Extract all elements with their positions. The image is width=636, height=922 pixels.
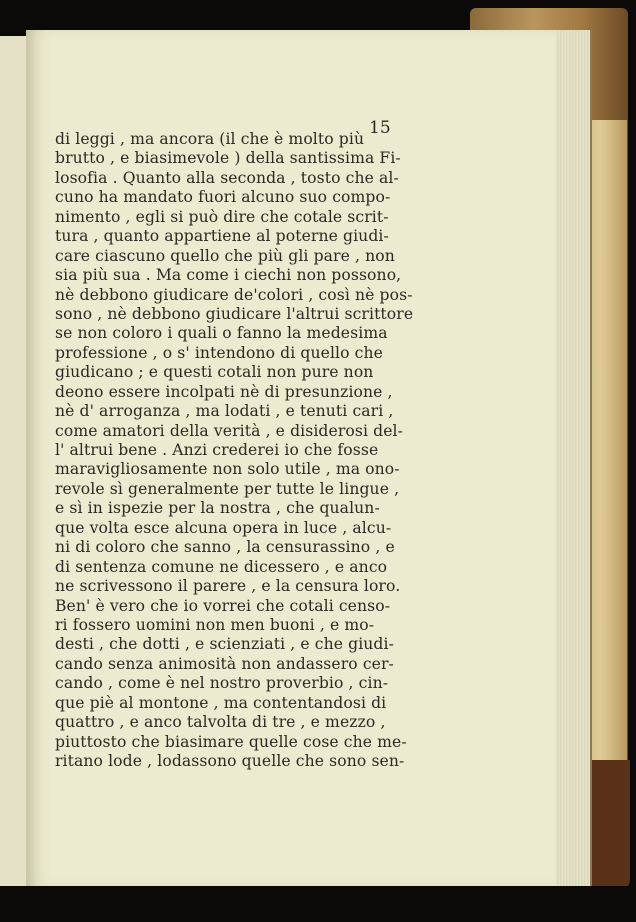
text-line: l' altrui bene . Anzi crederei io che fosse [55,441,379,459]
text-line: nè debbono giudicare de'colori , così nè pos- [55,285,413,304]
text-line: professione , o s' intendono di quello che [55,343,383,362]
text-line: losofia . Quanto alla seconda , tosto che al- [55,168,399,187]
background-bottom [0,886,636,922]
text-line: nimento , egli si può dire che cotale scrit- [55,207,389,226]
text-line: giudicano ; e questi cotali non pure non [55,363,374,382]
text-line: quattro , e anco talvolta di tre , e mezzo , [55,713,386,732]
text-line: cando senza animosità non andassero cer- [55,654,394,673]
text-line: se non coloro i quali o fanno la medesima [55,324,388,343]
text-line: brutto , e biasimevole ) della santissima Fi- [55,149,401,168]
text-line: Ben' è vero che io vorrei che cotali censo- [55,596,391,615]
text-line: ne scrivessono il parere , e la censura loro. [55,577,401,596]
text-line: care ciascuno quello che più gli pare , non [55,246,395,265]
text-line: come amatori della verità , e disiderosi del- [55,421,403,440]
text-line: ri fossero uomini non men buoni , e mo- [55,615,375,634]
text-line: nè d' arroganza , ma lodati , e tenuti cari , [55,402,394,421]
text-line: di sentenza comune ne dicessero , e anco [55,557,388,576]
text-line: sono , nè debbono giudicare l'altrui scrittore [55,304,414,323]
text-line: ni di coloro che sanno , la censurassino , e [55,538,395,557]
text-line: tura , quanto appartiene al poterne giudi- [55,227,389,246]
text-line: desti , che dotti , e scienziati , e che giudi- [55,635,394,654]
text-line: que volta esce alcuna opera in luce , alcu- [55,518,392,537]
text-line: que piè al montone , ma contentandosi di [55,693,387,712]
text-line: di leggi , ma ancora (il che è molto più [55,130,365,148]
page-body-text [55,130,414,771]
facing-page-edge [0,36,28,888]
text-line: e sì in ispezie per la nostra , che qualun- [55,499,380,518]
text-line: cuno ha mandato fuori alcuno suo compo- [55,188,391,207]
text-line: ritano lode , lodassono quelle che sono sen- [55,752,405,770]
text-line: maravigliosamente non solo utile , ma ono- [55,460,400,479]
text-line: cando , come è nel nostro proverbio , cin- [55,674,389,693]
text-line: sia più sua . Ma come i ciechi non possono, [55,266,402,285]
text-line: revole sì generalmente per tutte le lingue , [55,479,400,498]
page-number: 15 [369,118,391,138]
text-line: deono essere incolpati nè di presunzione , [55,382,393,401]
text-line: piuttosto che biasimare quelle cose che me- [55,732,407,751]
